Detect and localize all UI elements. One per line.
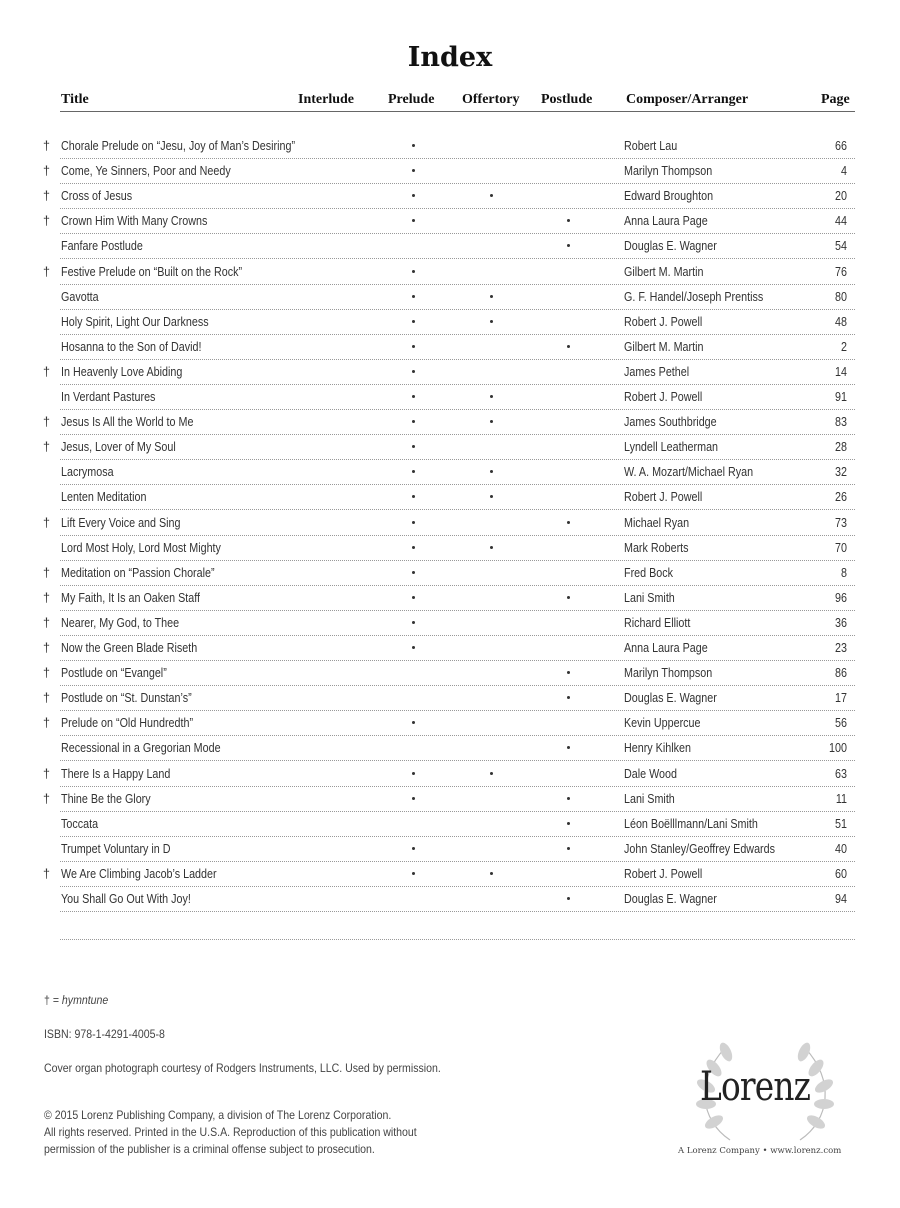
prelude-dot — [412, 345, 415, 348]
entry-page: 80 — [835, 289, 847, 304]
prelude-dot — [412, 445, 415, 448]
table-row — [0, 260, 900, 285]
entry-composer: Marilyn Thompson — [624, 666, 713, 681]
hymntune-dagger: † — [43, 189, 50, 204]
table-row — [0, 134, 900, 159]
entry-composer: Lani Smith — [624, 590, 675, 605]
table-row — [0, 285, 900, 310]
table-row — [0, 511, 900, 536]
entry-title: Postlude on “St. Dunstan’s” — [61, 691, 192, 706]
entry-page: 48 — [835, 314, 847, 329]
table-row — [0, 586, 900, 611]
hymntune-dagger: † — [43, 590, 50, 605]
entry-composer: Mark Roberts — [624, 540, 689, 555]
entry-page: 44 — [835, 214, 847, 229]
entry-composer: W. A. Mozart/Michael Ryan — [624, 465, 754, 480]
header-rule — [60, 111, 855, 112]
lorenz-tagline: A Lorenz Company • www.lorenz.com — [678, 1146, 842, 1156]
entry-composer: G. F. Handel/Joseph Prentiss — [624, 289, 764, 304]
prelude-dot — [412, 395, 415, 398]
entry-title: Recessional in a Gregorian Mode — [61, 741, 221, 756]
hymntune-dagger: † — [43, 791, 50, 806]
entry-page: 94 — [835, 892, 847, 906]
entry-page: 54 — [835, 239, 847, 254]
entry-composer: Gilbert M. Martin — [624, 264, 704, 279]
offertory-dot — [490, 420, 493, 423]
table-row — [0, 485, 900, 510]
entry-title: There Is a Happy Land — [61, 766, 171, 781]
offertory-dot — [490, 546, 493, 549]
entry-title: Prelude on “Old Hundredth” — [61, 716, 194, 731]
entry-title: Jesus Is All the World to Me — [61, 415, 194, 430]
entry-page: 96 — [835, 590, 847, 605]
entry-page: 28 — [835, 440, 847, 455]
prelude-dot — [412, 320, 415, 323]
hymntune-dagger: † — [43, 766, 50, 781]
prelude-dot — [412, 797, 415, 800]
column-header-postlude: Postlude — [541, 92, 593, 107]
hymntune-dagger: † — [43, 440, 50, 455]
table-row — [0, 862, 900, 887]
offertory-dot — [490, 395, 493, 398]
entry-page: 86 — [835, 666, 847, 681]
table-row — [0, 184, 900, 209]
table-row — [0, 762, 900, 787]
entry-page: 11 — [835, 791, 847, 806]
entry-title: Now the Green Blade Riseth — [61, 641, 198, 655]
postlude-dot — [567, 596, 570, 599]
postlude-dot — [567, 847, 570, 850]
entry-composer: Lyndell Leatherman — [624, 440, 719, 455]
entry-composer: Robert J. Powell — [624, 866, 703, 881]
prelude-dot — [412, 420, 415, 423]
entry-page: 2 — [841, 339, 847, 354]
entry-title: Hosanna to the Son of David! — [61, 339, 202, 354]
table-row — [0, 159, 900, 184]
entry-page: 73 — [835, 515, 847, 530]
prelude-dot — [412, 521, 415, 524]
prelude-dot — [412, 646, 415, 649]
postlude-dot — [567, 244, 570, 247]
entry-page: 100 — [829, 741, 847, 756]
entry-composer: Anna Laura Page — [624, 214, 708, 229]
entry-composer: Fred Bock — [624, 565, 673, 580]
prelude-dot — [412, 872, 415, 875]
entry-composer: Léon Boëlllmann/Lani Smith — [624, 816, 758, 831]
prelude-dot — [412, 144, 415, 147]
column-header-interlude: Interlude — [298, 92, 354, 107]
postlude-dot — [567, 521, 570, 524]
prelude-dot — [412, 295, 415, 298]
entry-page: 70 — [835, 540, 847, 555]
hymntune-dagger: † — [43, 866, 50, 881]
hymntune-dagger: † — [43, 214, 50, 229]
prelude-dot — [412, 370, 415, 373]
hymntune-dagger: † — [43, 364, 50, 379]
entry-title: Cross of Jesus — [61, 189, 133, 204]
table-end-rule — [60, 939, 855, 940]
table-row — [0, 410, 900, 435]
entry-title: You Shall Go Out With Joy! — [61, 892, 191, 906]
prelude-dot — [412, 621, 415, 624]
entry-page: 14 — [835, 364, 847, 379]
table-row — [0, 360, 900, 385]
entry-page: 83 — [835, 415, 847, 430]
offertory-dot — [490, 772, 493, 775]
prelude-dot — [412, 721, 415, 724]
table-row — [0, 636, 900, 661]
offertory-dot — [490, 470, 493, 473]
hymntune-dagger: † — [43, 691, 50, 706]
column-header-composer: Composer/Arranger — [626, 92, 749, 107]
entry-page: 91 — [835, 390, 847, 404]
entry-title: Nearer, My God, to Thee — [61, 615, 180, 630]
entry-composer: Henry Kihlken — [624, 741, 691, 756]
entry-composer: Edward Broughton — [624, 189, 714, 204]
table-row — [0, 611, 900, 636]
table-row — [0, 711, 900, 736]
entry-title: Lord Most Holy, Lord Most Mighty — [61, 540, 221, 555]
copyright-line-3: permission of the publisher is a criminal offense subject to prosecution. — [44, 1142, 375, 1156]
entry-composer: Robert J. Powell — [624, 490, 703, 505]
postlude-dot — [567, 897, 570, 900]
entry-page: 17 — [835, 691, 847, 706]
copyright-line-1: © 2015 Lorenz Publishing Company, a division of The Lorenz Corporation. — [44, 1108, 392, 1122]
postlude-dot — [567, 822, 570, 825]
entry-title: Meditation on “Passion Chorale” — [61, 565, 215, 580]
entry-composer: Kevin Uppercue — [624, 716, 701, 731]
column-header-prelude: Prelude — [388, 92, 435, 107]
entry-page: 23 — [835, 641, 847, 655]
entry-title: Come, Ye Sinners, Poor and Needy — [61, 164, 231, 179]
offertory-dot — [490, 295, 493, 298]
postlude-dot — [567, 671, 570, 674]
hymntune-dagger: † — [43, 666, 50, 681]
entry-composer: Anna Laura Page — [624, 641, 708, 655]
postlude-dot — [567, 746, 570, 749]
hymntune-dagger: † — [43, 515, 50, 530]
entry-composer: Marilyn Thompson — [624, 164, 713, 179]
entry-page: 66 — [835, 139, 847, 153]
entry-page: 8 — [841, 565, 847, 580]
entry-page: 4 — [841, 164, 847, 179]
offertory-dot — [490, 194, 493, 197]
entry-title: Trumpet Voluntary in D — [61, 841, 171, 856]
prelude-dot — [412, 596, 415, 599]
entry-page: 60 — [835, 866, 847, 881]
prelude-dot — [412, 495, 415, 498]
legend-dagger: † — [44, 993, 50, 1007]
entry-composer: Robert J. Powell — [624, 390, 703, 404]
entry-composer: Michael Ryan — [624, 515, 690, 530]
entry-title: Jesus, Lover of My Soul — [61, 440, 176, 455]
prelude-dot — [412, 270, 415, 273]
hymntune-dagger: † — [43, 164, 50, 179]
hymntune-dagger: † — [43, 565, 50, 580]
table-row — [0, 536, 900, 561]
table-row — [0, 686, 900, 711]
entry-composer: Douglas E. Wagner — [624, 691, 717, 706]
cover-credit: Cover organ photograph courtesy of Rodgers Instruments, LLC. Used by permission. — [44, 1061, 441, 1075]
entry-title: Festive Prelude on “Built on the Rock” — [61, 264, 243, 279]
postlude-dot — [567, 345, 570, 348]
entry-title: In Heavenly Love Abiding — [61, 364, 183, 379]
entry-title: Thine Be the Glory — [61, 791, 151, 806]
prelude-dot — [412, 194, 415, 197]
entry-title: Crown Him With Many Crowns — [61, 214, 208, 229]
entry-composer: Gilbert M. Martin — [624, 339, 704, 354]
postlude-dot — [567, 219, 570, 222]
entry-page: 32 — [835, 465, 847, 480]
entry-page: 36 — [835, 615, 847, 630]
table-row — [0, 837, 900, 862]
entry-composer: Richard Elliott — [624, 615, 691, 630]
offertory-dot — [490, 320, 493, 323]
entry-title: Toccata — [61, 816, 99, 831]
table-row — [0, 561, 900, 586]
entry-composer: Robert J. Powell — [624, 314, 703, 329]
entry-title: Lacrymosa — [61, 465, 114, 480]
table-row — [0, 887, 900, 912]
entry-title: My Faith, It Is an Oaken Staff — [61, 590, 201, 605]
page-title: Index — [407, 42, 493, 73]
prelude-dot — [412, 169, 415, 172]
hymntune-dagger: † — [43, 139, 50, 153]
entry-composer: John Stanley/Geoffrey Edwards — [624, 841, 775, 856]
table-row — [0, 335, 900, 360]
entry-title: Lift Every Voice and Sing — [61, 515, 181, 530]
prelude-dot — [412, 470, 415, 473]
entry-title: Lenten Meditation — [61, 490, 147, 505]
prelude-dot — [412, 546, 415, 549]
legend-equals: = — [49, 993, 62, 1007]
entry-page: 51 — [835, 816, 847, 831]
table-row — [0, 661, 900, 686]
entry-title: Chorale Prelude on “Jesu, Joy of Man’s Desiring” — [61, 139, 296, 153]
offertory-dot — [490, 872, 493, 875]
prelude-dot — [412, 847, 415, 850]
entry-page: 76 — [835, 264, 847, 279]
entry-page: 56 — [835, 716, 847, 731]
hymntune-dagger: † — [43, 615, 50, 630]
prelude-dot — [412, 219, 415, 222]
table-row — [0, 812, 900, 837]
table-row — [0, 736, 900, 761]
entry-composer: James Pethel — [624, 364, 690, 379]
entry-title: Fanfare Postlude — [61, 239, 143, 254]
copyright-line-2: All rights reserved. Printed in the U.S.A. Reproduction of this publication without — [44, 1125, 417, 1139]
table-row — [0, 385, 900, 410]
offertory-dot — [490, 495, 493, 498]
table-row — [0, 435, 900, 460]
column-header-page: Page — [821, 92, 850, 107]
entry-composer: Lani Smith — [624, 791, 675, 806]
hymntune-dagger: † — [43, 264, 50, 279]
entry-title: Holy Spirit, Light Our Darkness — [61, 314, 209, 329]
column-header-title: Title — [61, 92, 89, 107]
prelude-dot — [412, 571, 415, 574]
entry-composer: James Southbridge — [624, 415, 717, 430]
entry-title: We Are Climbing Jacob’s Ladder — [61, 866, 217, 881]
hymntune-dagger: † — [43, 641, 50, 655]
table-row — [0, 787, 900, 812]
hymntune-dagger: † — [43, 716, 50, 731]
column-header-offertory: Offertory — [462, 92, 520, 107]
entry-title: Postlude on “Evangel” — [61, 666, 167, 681]
table-row — [0, 234, 900, 259]
table-row — [0, 460, 900, 485]
entry-page: 63 — [835, 766, 847, 781]
entry-composer: Dale Wood — [624, 766, 677, 781]
table-row — [0, 310, 900, 335]
entry-title: In Verdant Pastures — [61, 390, 156, 404]
lorenz-wordmark: Lorenz — [700, 1064, 811, 1110]
hymntune-legend — [44, 992, 108, 1009]
entry-page: 40 — [835, 841, 847, 856]
postlude-dot — [567, 696, 570, 699]
entry-composer: Robert Lau — [624, 139, 678, 153]
entry-page: 26 — [835, 490, 847, 505]
legend-text: hymntune — [61, 993, 109, 1007]
isbn: ISBN: 978-1-4291-4005-8 — [44, 1027, 165, 1041]
table-row — [0, 209, 900, 234]
prelude-dot — [412, 772, 415, 775]
entry-page: 20 — [835, 189, 847, 204]
hymntune-dagger: † — [43, 415, 50, 430]
entry-title: Gavotta — [61, 289, 99, 304]
entry-composer: Douglas E. Wagner — [624, 239, 717, 254]
entry-composer: Douglas E. Wagner — [624, 892, 717, 906]
postlude-dot — [567, 797, 570, 800]
